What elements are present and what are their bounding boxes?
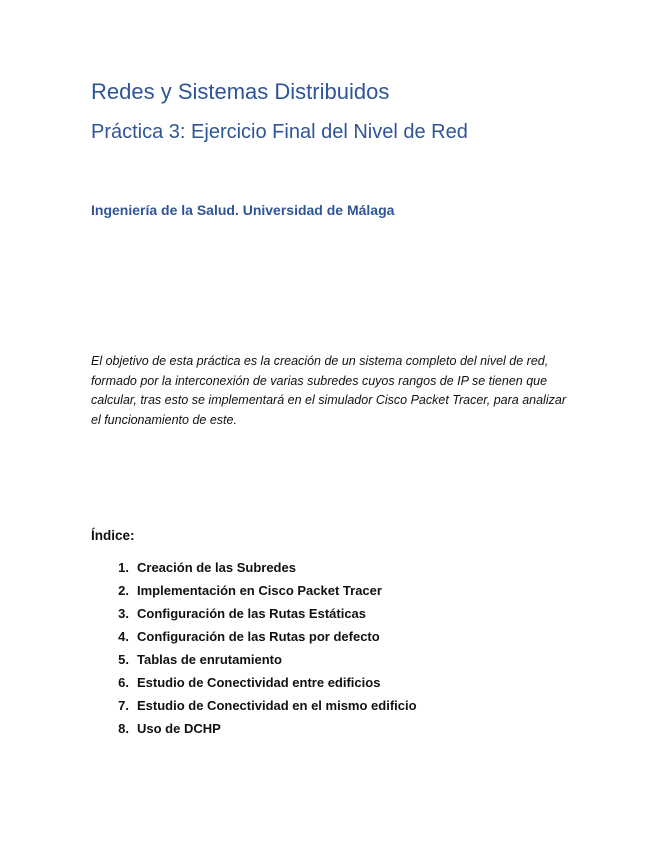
index-item-number: 4. [118, 629, 129, 644]
index-item-number: 7. [118, 698, 129, 713]
index-item-label: Estudio de Conectividad entre edificios [137, 675, 381, 690]
index-list [91, 556, 417, 740]
index-item-label: Configuración de las Rutas por defecto [137, 629, 380, 644]
index-item-number: 8. [118, 721, 129, 736]
index-item-label: Creación de las Subredes [137, 560, 296, 575]
index-item-number: 3. [118, 606, 129, 621]
index-heading: Índice: [91, 528, 135, 543]
index-item-number: 1. [118, 560, 129, 575]
index-item [91, 717, 417, 740]
index-item-label: Implementación en Cisco Packet Tracer [137, 583, 382, 598]
index-item [91, 579, 417, 602]
index-item [91, 648, 417, 671]
document-subtitle: Práctica 3: Ejercicio Final del Nivel de Red [91, 121, 468, 143]
document-title: Redes y Sistemas Distribuidos [91, 79, 390, 104]
index-item [91, 556, 417, 579]
abstract-paragraph: El objetivo de esta práctica es la creación de un sistema completo del nivel de red, formado por la interconexión de varias subredes cuyos rangos de IP se tienen que calcular, tras esto se implementará en el simulador Cisco Packet Tracer, para analizar el funcionamiento de este. [91, 354, 566, 427]
index-item [91, 625, 417, 648]
index-item [91, 671, 417, 694]
index-item-label: Tablas de enrutamiento [137, 652, 282, 667]
index-item-number: 2. [118, 583, 129, 598]
index-item-number: 6. [118, 675, 129, 690]
index-item-number: 5. [118, 652, 129, 667]
index-item [91, 694, 417, 717]
index-item-label: Uso de DCHP [137, 721, 221, 736]
index-item-label: Configuración de las Rutas Estáticas [137, 606, 367, 621]
index-item-label: Estudio de Conectividad en el mismo edificio [137, 698, 417, 713]
index-item [91, 602, 417, 625]
institution-line: Ingeniería de la Salud. Universidad de Málaga [91, 202, 395, 218]
